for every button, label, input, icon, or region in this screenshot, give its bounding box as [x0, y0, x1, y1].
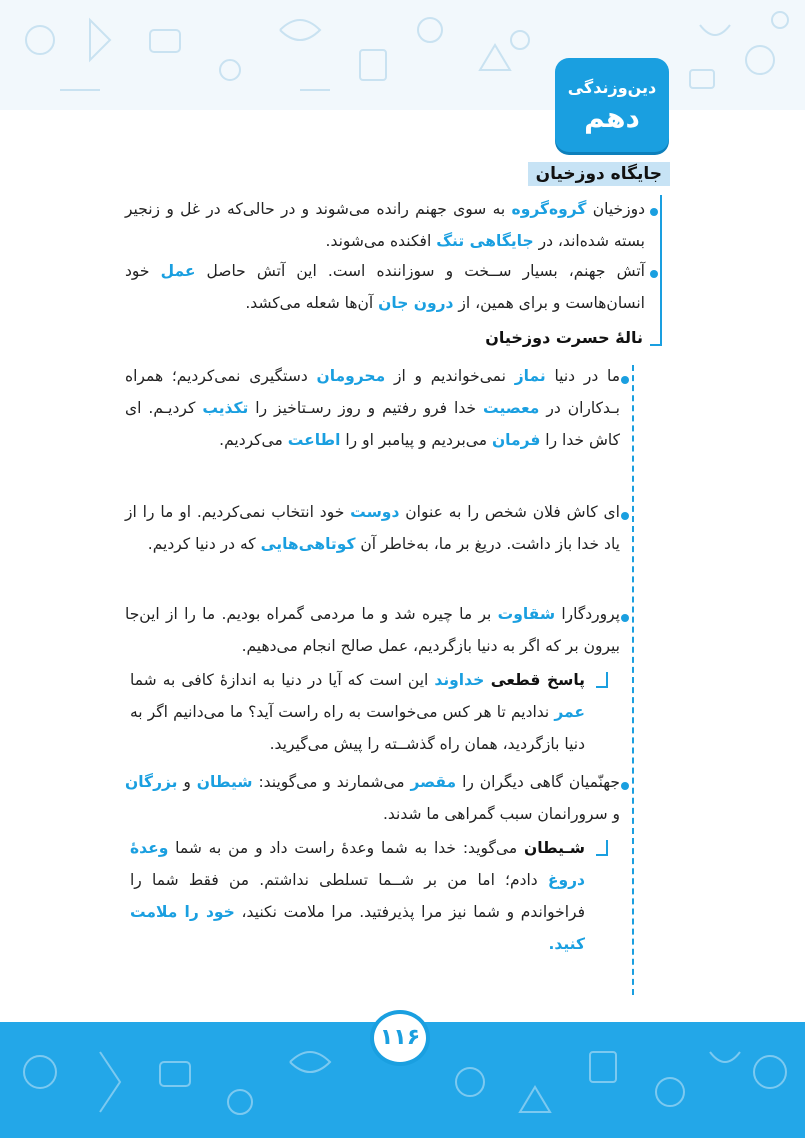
subheading: نالۀ حسرت دوزخیان: [485, 328, 643, 347]
section-title: جایگاه دوزخیان: [528, 162, 670, 186]
sub-hook: [650, 330, 662, 346]
bullet-dot: [650, 208, 658, 216]
header-pattern-band: [0, 0, 805, 110]
series-label: دین‌وزندگی: [567, 78, 657, 97]
paragraph-p1: دوزخیان گروه‌گروه به سوی جهنم رانده می‌شوند و در حالی‌که در غل و زنجیر بسته شده‌اند، در جایگاهی تنگ افکنده می‌شوند.: [125, 200, 645, 250]
grade-label: دهم: [584, 101, 640, 134]
bullet-dot: [621, 376, 629, 384]
main-rail: [660, 195, 662, 345]
answer-a1: پاسخ قطعی خداوند این است که آیا در دنیا به اندازۀ کافی به شما عمر ندادیم تا هر کس می‌خواست به راه راست آید؟ ما می‌دانیم اگر به دنیا بازگردید، همان راه گذشــته را پیش می‌گیرید.: [130, 671, 585, 753]
page-number: ۱۱۶: [370, 1010, 430, 1066]
bullet-dot: [650, 270, 658, 278]
quote-q4: جهنّمیان گاهی دیگران را مقصر می‌شمارند و می‌گویند: شیطان و بزرگان و سرورانمان سبب گمراهی ما شدند.: [125, 773, 621, 823]
doodle-pattern-icon: [0, 0, 805, 110]
quote-rail: [632, 365, 634, 995]
book-badge: [555, 58, 669, 152]
bullet-dot: [621, 512, 629, 520]
quote-q1: ما در دنیا نماز نمی‌خواندیم و از محرومان دستگیری نمی‌کردیم؛ همراه بـدکاران در معصیت خدا فرو رفتیم و روز رسـتاخیز را تکذیب کردیـم. ای کاش خدا را فرمان می‌بردیم و پیامبر او را اطاعت می‌کردیم.: [125, 367, 621, 449]
bullet-dot: [621, 782, 629, 790]
quote-q2: ای کاش فلان شخص را به عنوان دوست خود انتخاب نمی‌کردیم. او ما را از یاد خدا باز داشت. دریغ بر ما، به‌خاطر آن کوتاهی‌هایی که در دنیا کردیم.: [125, 503, 620, 553]
bullet-dot: [621, 614, 629, 622]
answer-hook: [596, 840, 608, 856]
answer-hook: [596, 672, 608, 688]
answer-a2: شـیطان می‌گوید: خدا به شما وعدۀ راست داد و من به شما وعدۀ دروغ دادم؛ اما من بر شــما تسلطی نداشتم. من فقط شما را فراخواندم و شما نیز مرا پذیرفتید. مرا ملامت نکنید، خود را ملامت کنید.: [130, 839, 585, 953]
quote-q3: پروردگارا شقاوت بر ما چیره شد و ما مردمی گمراه بودیم. ما را از این‌جا بیرون بر که اگر به دنیا بازگردیم، عمل صالح انجام می‌دهیم.: [125, 605, 620, 655]
paragraph-p2: آتش جهنم، بسیار ســخت و سوزاننده است. این آتش حاصل عمل خود انسان‌هاست و برای همین، از درون جان آن‌ها شعله می‌کشد.: [125, 262, 645, 312]
